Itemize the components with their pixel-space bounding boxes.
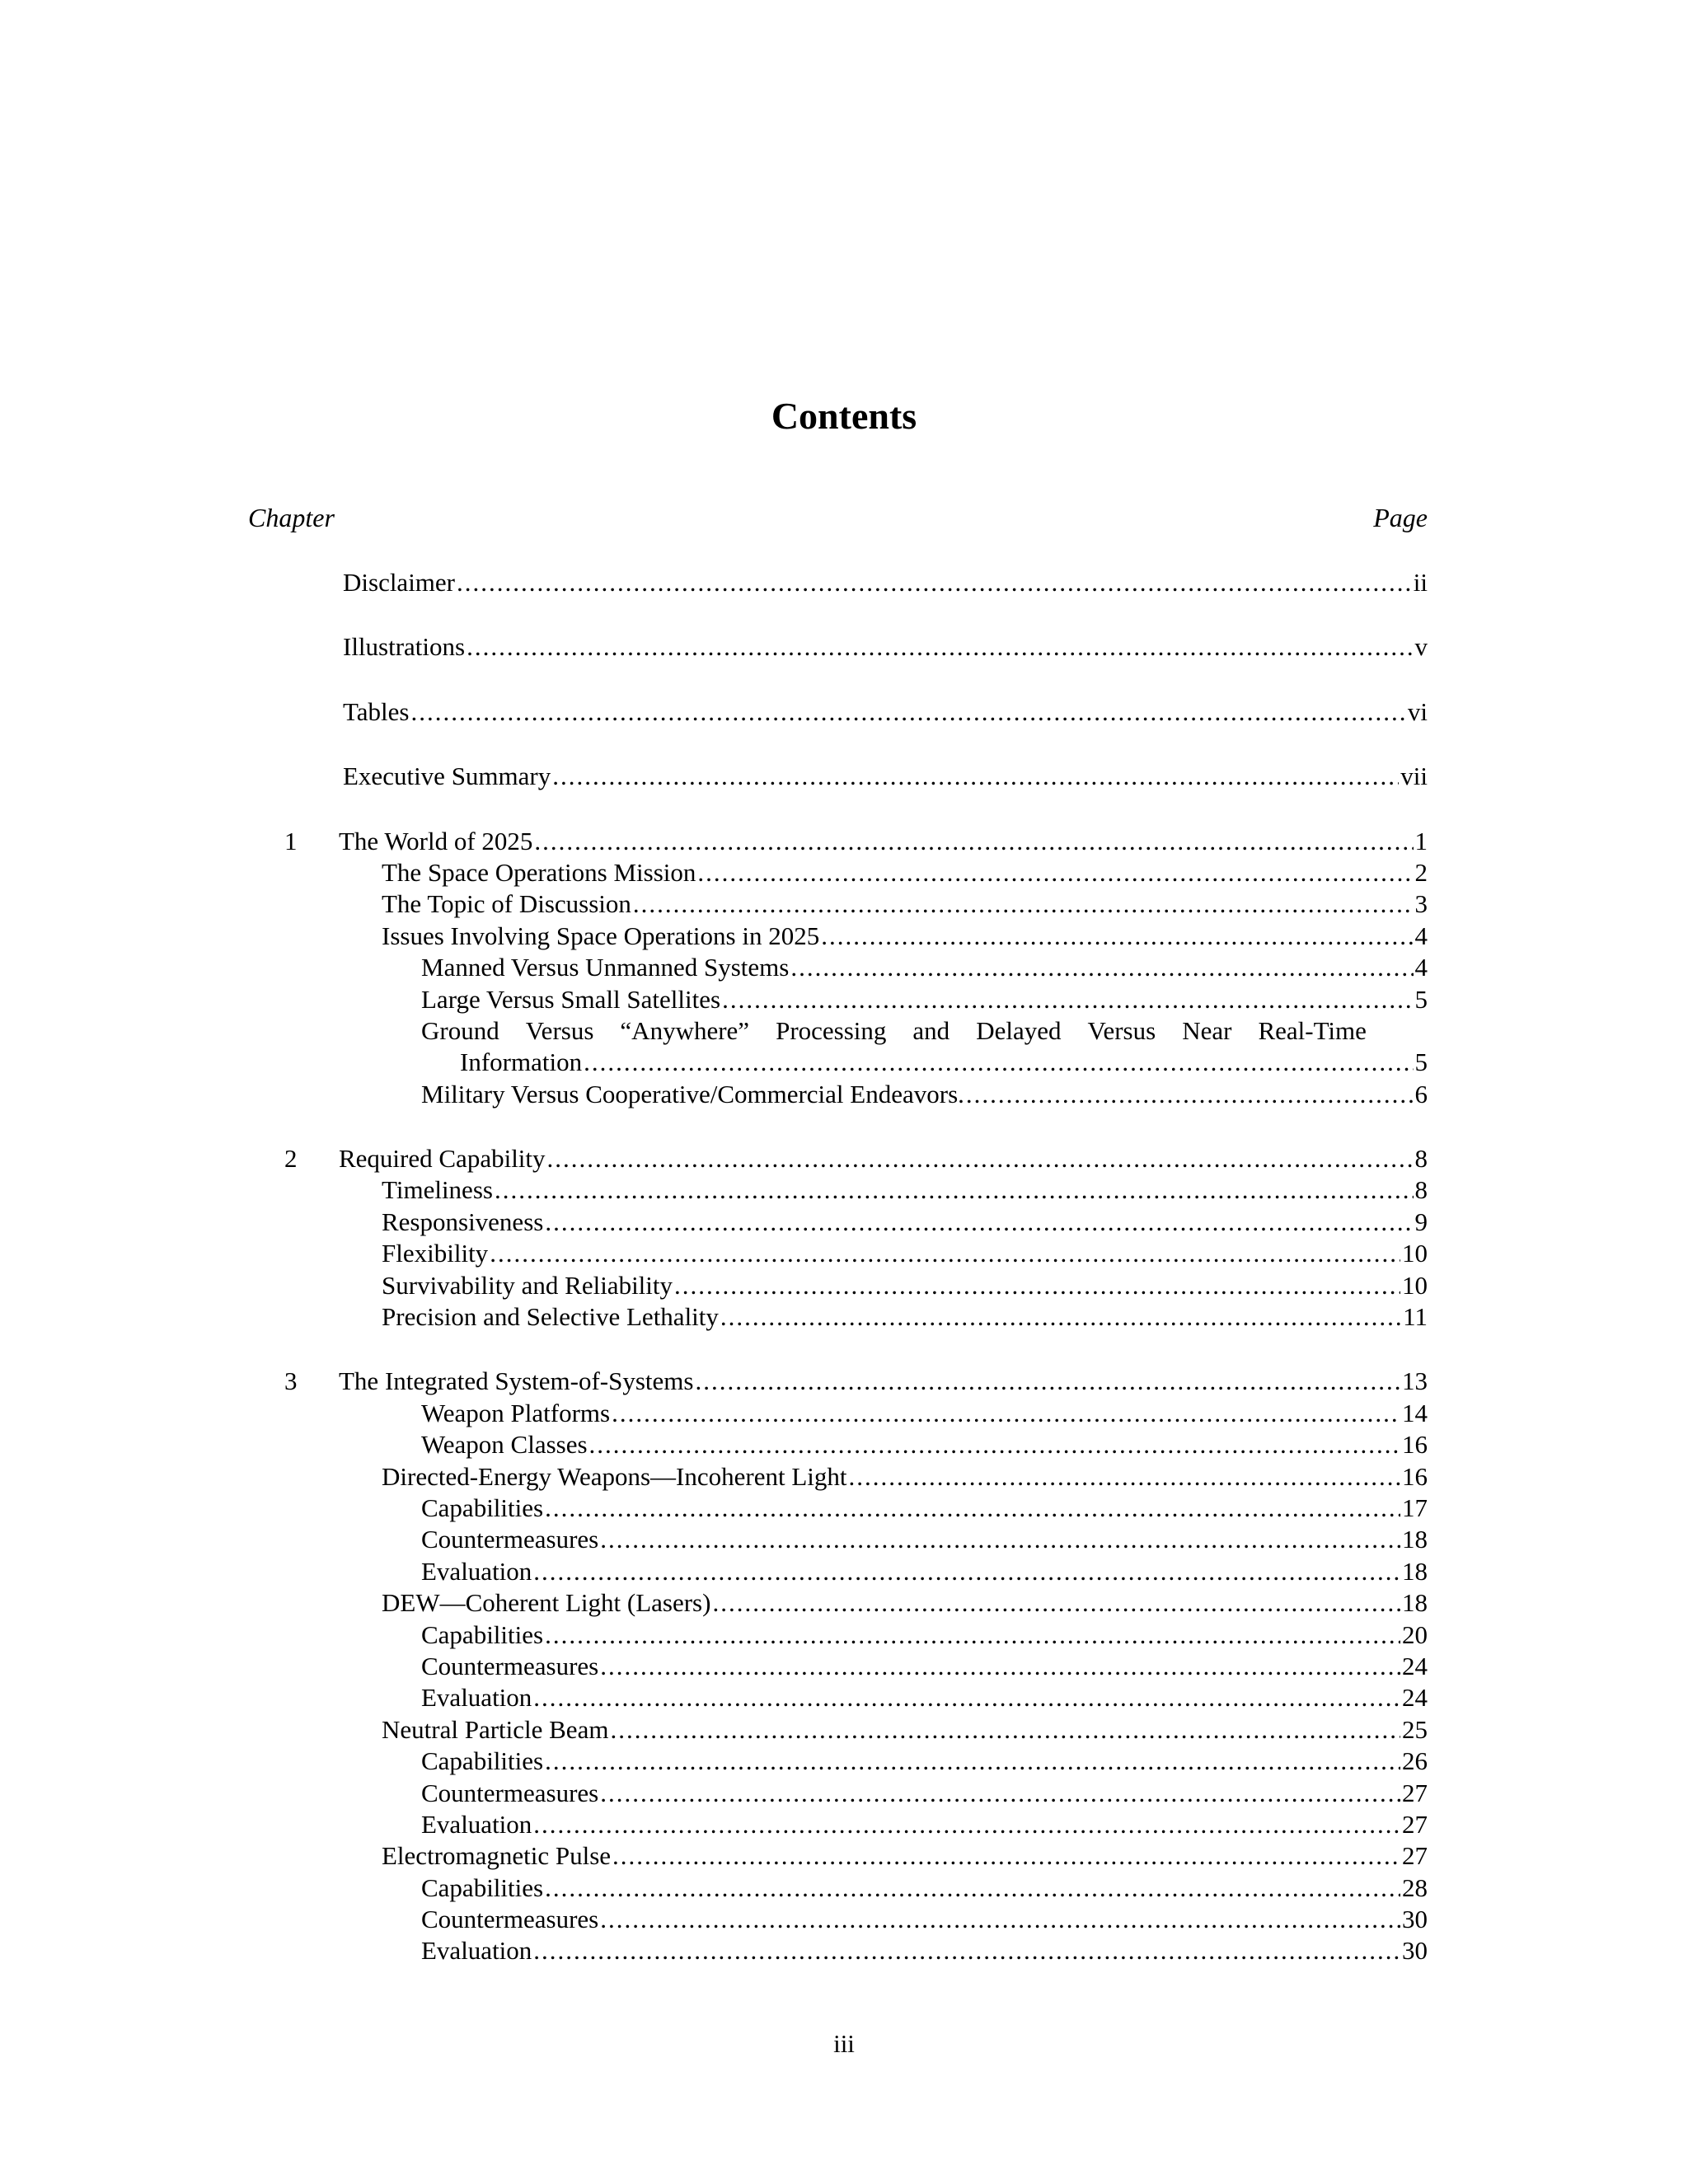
toc-entry-tables[interactable] — [0, 696, 1688, 728]
toc-entry-page: 14 — [1402, 1398, 1428, 1427]
toc-entry-title: The World of 2025 — [339, 826, 533, 855]
toc-entry-title: Capabilities — [421, 1746, 544, 1776]
toc-entry-wrapped-continuation[interactable] — [0, 1047, 1688, 1078]
toc-entry-title: Large Versus Small Satellites — [421, 984, 721, 1014]
toc-entry-page: 10 — [1402, 1239, 1428, 1268]
title-word: Near — [1182, 1015, 1232, 1045]
chapter-number: 2 — [284, 1144, 298, 1174]
toc-entry[interactable] — [0, 1398, 1688, 1429]
toc-entry-title: Survivability and Reliability — [382, 1270, 673, 1300]
toc-entry-title: Capabilities — [421, 1493, 544, 1522]
toc-chapter-1[interactable] — [0, 826, 1688, 857]
toc-entry-title: The Integrated System-of-Systems — [339, 1366, 694, 1396]
toc-entry-page: 18 — [1402, 1588, 1428, 1618]
toc-entry-page: ii — [1413, 568, 1428, 597]
toc-entry-page: 8 — [1414, 1175, 1428, 1205]
toc-entry-title: Manned Versus Unmanned Systems — [421, 953, 790, 982]
toc-entry-title: Electromagnetic Pulse — [382, 1841, 612, 1871]
toc-entry-page: 26 — [1402, 1746, 1428, 1776]
toc-entry-page: vii — [1400, 762, 1428, 791]
toc-entry-title: Tables — [343, 696, 410, 726]
toc-entry-page: 13 — [1402, 1366, 1428, 1396]
toc-entry-title: Evaluation — [421, 1683, 532, 1713]
toc-entry-page: 18 — [1402, 1525, 1428, 1554]
toc-entry-page: 27 — [1402, 1778, 1428, 1807]
toc-entry-title: Required Capability — [339, 1144, 546, 1174]
toc-entry-executive-summary[interactable] — [0, 761, 1688, 792]
toc-entry[interactable] — [0, 1238, 1688, 1269]
title-word: Real-Time — [1258, 1015, 1367, 1045]
toc-entry-page: 18 — [1402, 1556, 1428, 1586]
toc-entry-page: 8 — [1414, 1144, 1428, 1174]
title-word: Processing — [776, 1015, 887, 1045]
toc-entry[interactable] — [0, 984, 1688, 1015]
toc-entry-title: Neutral Particle Beam — [382, 1714, 609, 1744]
toc-entry-title: Issues Involving Space Operations in 2025 — [382, 921, 820, 950]
toc-entry-page: 5 — [1414, 1047, 1428, 1077]
toc-entry[interactable] — [0, 1461, 1688, 1493]
toc-entry-page: 10 — [1402, 1270, 1428, 1300]
title-word: “Anywhere” — [620, 1015, 750, 1045]
toc-entry-page: 16 — [1402, 1430, 1428, 1460]
toc-entry-title: Weapon Classes — [421, 1430, 588, 1460]
title-word: Versus — [1087, 1015, 1156, 1045]
toc-entry-title: The Space Operations Mission — [382, 857, 696, 887]
toc-entry[interactable] — [0, 1651, 1688, 1682]
toc-entry-page: 5 — [1414, 984, 1428, 1014]
toc-entry-title: Information — [460, 1047, 583, 1077]
toc-entry-disclaimer[interactable] — [0, 567, 1688, 598]
toc-entry-page: v — [1414, 632, 1428, 662]
toc-entry-title: Responsiveness — [382, 1207, 544, 1236]
chapter-number: 3 — [284, 1366, 298, 1396]
toc-entry[interactable] — [0, 1778, 1688, 1809]
toc-chapter-2[interactable] — [0, 1143, 1688, 1174]
toc-entry-title: Directed-Energy Weapons—Incoherent Light — [382, 1461, 847, 1491]
toc-entry-page: 27 — [1402, 1841, 1428, 1871]
title-word: Ground — [421, 1015, 499, 1045]
toc-entry[interactable] — [0, 1619, 1688, 1651]
toc-entry-page: 4 — [1414, 921, 1428, 950]
toc-entry-title: The Topic of Discussion — [382, 889, 631, 919]
toc-entry-title: Flexibility — [382, 1239, 489, 1268]
toc-entry[interactable] — [0, 1935, 1688, 1966]
toc-entry[interactable] — [0, 1714, 1688, 1746]
toc-entry-page: 9 — [1414, 1207, 1428, 1236]
toc-entry[interactable] — [0, 1587, 1688, 1619]
toc-entry-page: 11 — [1403, 1302, 1428, 1332]
toc-entry-title: Countermeasures — [421, 1651, 599, 1680]
toc-entry-title: Countermeasures — [421, 1905, 599, 1934]
toc-entry-page: 16 — [1402, 1461, 1428, 1491]
title-word: and — [912, 1015, 950, 1045]
toc-entry[interactable] — [0, 1809, 1688, 1840]
table-of-contents — [0, 567, 1688, 1967]
toc-entry-title: Countermeasures — [421, 1525, 599, 1554]
title-word: Delayed — [976, 1015, 1062, 1045]
toc-entry-page: 27 — [1402, 1809, 1428, 1839]
chapter-number: 1 — [284, 826, 298, 855]
toc-entry[interactable] — [0, 1746, 1688, 1777]
toc-chapter-3[interactable] — [0, 1366, 1688, 1397]
toc-entry-page: 6 — [1414, 1079, 1428, 1108]
toc-entry-title: Evaluation — [421, 1809, 532, 1839]
toc-entry[interactable] — [0, 1429, 1688, 1460]
toc-entry-page: 3 — [1414, 889, 1428, 919]
toc-entry-title: Precision and Selective Lethality — [382, 1302, 719, 1332]
toc-entry-page: 30 — [1402, 1905, 1428, 1934]
toc-entry[interactable] — [0, 1904, 1688, 1935]
page-number: iii — [833, 2029, 855, 2058]
toc-entry[interactable] — [0, 1493, 1688, 1524]
toc-entry-page: 24 — [1402, 1683, 1428, 1713]
toc-entry[interactable] — [0, 1270, 1688, 1301]
toc-entry-page: 28 — [1402, 1872, 1428, 1902]
toc-entry-page: 4 — [1414, 953, 1428, 982]
toc-entry-title: Executive Summary — [343, 762, 551, 791]
toc-entry[interactable] — [0, 1556, 1688, 1587]
toc-entry-title: Military Versus Cooperative/Commercial Endeavors. — [421, 1079, 964, 1108]
toc-entry-illustrations[interactable] — [0, 631, 1688, 663]
toc-entry[interactable] — [0, 1174, 1688, 1206]
toc-entry[interactable] — [0, 857, 1688, 888]
toc-entry[interactable] — [0, 1682, 1688, 1713]
toc-entry-title: Capabilities — [421, 1872, 544, 1902]
toc-entry[interactable] — [0, 1872, 1688, 1904]
toc-entry-title: Evaluation — [421, 1556, 532, 1586]
toc-entry[interactable] — [0, 1301, 1688, 1333]
toc-entry-page: 1 — [1414, 826, 1428, 855]
toc-entry[interactable] — [0, 952, 1688, 983]
toc-entry-page: 24 — [1402, 1651, 1428, 1680]
toc-entry-title: DEW—Coherent Light (Lasers) — [382, 1588, 711, 1618]
toc-entry-page: 30 — [1402, 1936, 1428, 1966]
toc-entry-page: 2 — [1414, 857, 1428, 887]
chapter-column-header: Chapter — [248, 503, 335, 532]
toc-entry[interactable] — [0, 1079, 1688, 1110]
toc-entry[interactable] — [0, 1524, 1688, 1555]
toc-entry-title: Capabilities — [421, 1619, 544, 1649]
toc-entry-page: 25 — [1402, 1714, 1428, 1744]
toc-entry[interactable] — [0, 1207, 1688, 1238]
toc-entry-title: Countermeasures — [421, 1778, 599, 1807]
title-word: Versus — [525, 1015, 594, 1045]
toc-entry-title: Evaluation — [421, 1936, 532, 1966]
toc-entry-title: Timeliness — [382, 1175, 493, 1205]
toc-entry-title — [421, 1015, 1367, 1047]
toc-entry[interactable] — [0, 921, 1688, 952]
toc-entry-title: Weapon Platforms — [421, 1398, 611, 1427]
toc-entry-page: 17 — [1402, 1493, 1428, 1522]
toc-entry-wrapped-first-line[interactable] — [0, 1015, 1688, 1047]
toc-entry-title: Illustrations — [343, 632, 466, 662]
toc-entry[interactable] — [0, 1840, 1688, 1872]
toc-entry-title: Disclaimer — [343, 568, 456, 597]
page-column-header: Page — [1373, 503, 1428, 532]
page-title: Contents — [771, 395, 917, 437]
toc-entry-page: 20 — [1402, 1619, 1428, 1649]
toc-entry[interactable] — [0, 888, 1688, 920]
toc-entry-page: vi — [1407, 696, 1428, 726]
